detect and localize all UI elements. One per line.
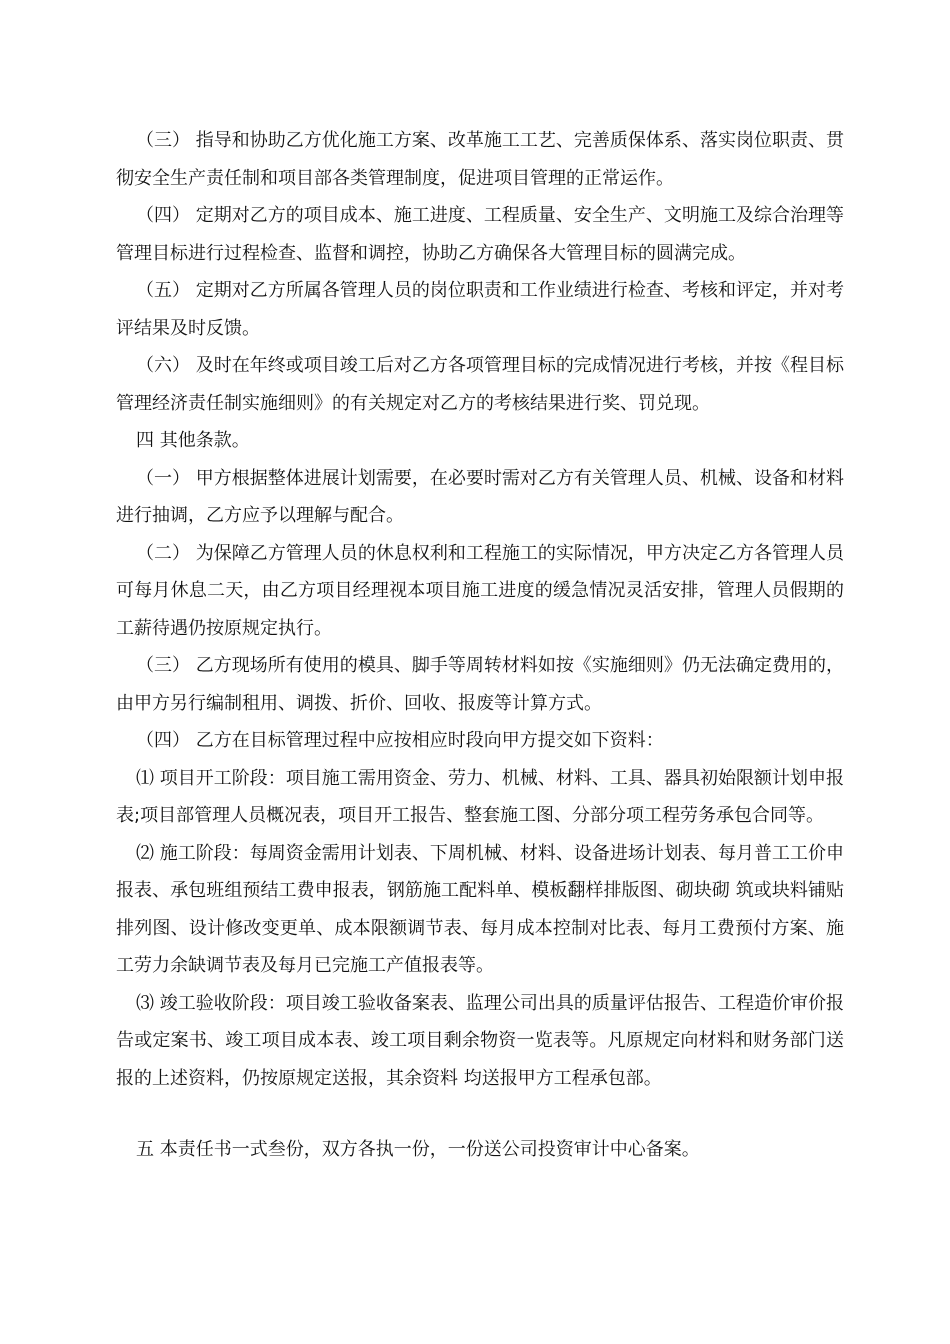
materials-stage-2: ⑵ 施工阶段：每周资金需用计划表、下周机械、材料、设备进场计划表、每月普工工价申报表、承包班组预结工费申报表，钢筋施工配料单、模板翻样排版图、砌块砌 筑或块料铺贴排列图、设计修改变更单、成本限额调节表、每月成本控制对比表、每月工费预付方案、施工劳力余缺调节表及每月已完施工产值报表等。 — [116, 842, 844, 976]
other-clause-1: （一） 甲方根据整体进展计划需要，在必要时需对乙方有关管理人员、机械、设备和材料进行抽调，乙方应予以理解与配合。 — [116, 467, 844, 526]
section-5-closing: 五 本责任书一式叁份，双方各执一份，一份送公司投资审计中心备案。 — [136, 1139, 700, 1160]
materials-stage-1: ⑴ 项目开工阶段：项目施工需用资金、劳力、机械、材料、工具、器具初始限额计划申报表;项目部管理人员概况表，项目开工报告、整套施工图、分部分项工程劳务承包合同等。 — [116, 767, 844, 826]
clause-4-inspection: （四） 定期对乙方的项目成本、施工进度、工程质量、安全生产、文明施工及综合治理等管理目标进行过程检查、监督和调控，协助乙方确保各大管理目标的圆满完成。 — [116, 205, 844, 264]
other-clause-4: （四） 乙方在目标管理过程中应按相应时段向甲方提交如下资料： — [136, 730, 664, 751]
other-clause-2: （二） 为保障乙方管理人员的休息权利和工程施工的实际情况，甲方决定乙方各管理人员可每月休息二天，由乙方项目经理视本项目施工进度的缓急情况灵活安排，管理人员假期的工薪待遇仍按原规定执行。 — [116, 542, 844, 639]
materials-stage-3: ⑶ 竣工验收阶段：项目竣工验收备案表、监理公司出具的质量评估报告、工程造价审价报告或定案书、竣工项目成本表、竣工项目剩余物资一览表等。凡原规定向材料和财务部门送报的上述资料，仍按原规定送报，其余资料 均送报甲方工程承包部。 — [116, 992, 844, 1089]
other-clause-3: （三） 乙方现场所有使用的模具、脚手等周转材料如按《实施细则》仍无法确定费用的，由甲方另行编制租用、调拨、折价、回收、报废等计算方式。 — [116, 655, 844, 714]
clause-5-assessment: （五） 定期对乙方所属各管理人员的岗位职责和工作业绩进行检查、考核和评定，并对考评结果及时反馈。 — [116, 280, 844, 339]
paragraph-gap — [116, 1097, 844, 1131]
document-body — [116, 122, 844, 1169]
clause-3-guidance: （三） 指导和协助乙方优化施工方案、改革施工工艺、完善质保体系、落实岗位职责、贯彻安全生产责任制和项目部各类管理制度，促进项目管理的正常运作。 — [116, 130, 844, 189]
section-4-heading: 四 其他条款。 — [136, 430, 250, 451]
clause-6-reward: （六） 及时在年终或项目竣工后对乙方各项管理目标的完成情况进行考核，并按《程目标管理经济责任制实施细则》的有关规定对乙方的考核结果进行奖、罚兑现。 — [116, 355, 844, 414]
